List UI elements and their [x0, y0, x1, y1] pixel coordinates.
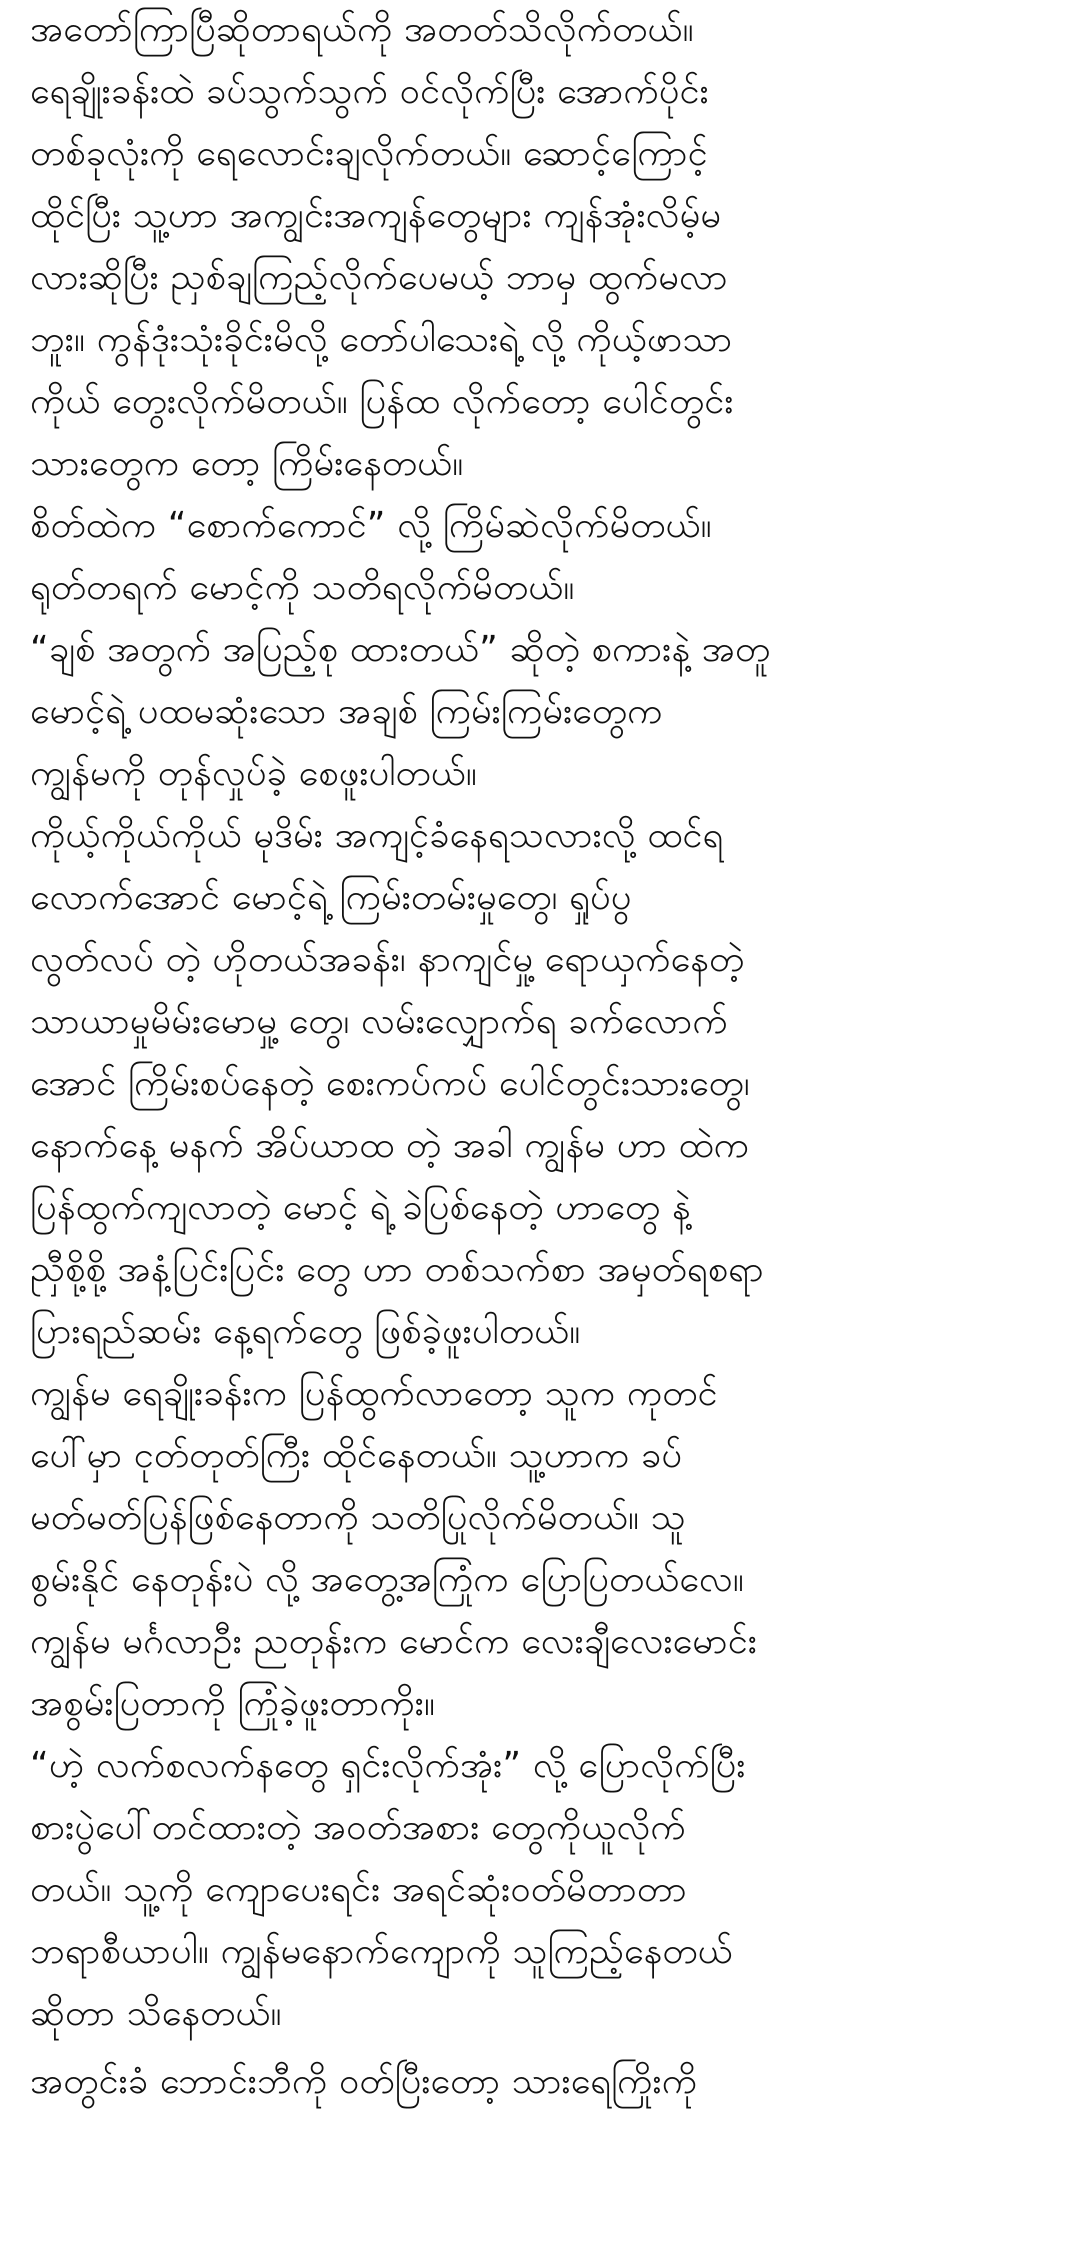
text-line: အစွမ်းပြတာကို ကြုံခဲ့ဖူးတာကိုး။ — [30, 1683, 436, 1724]
text-line: စိတ်ထဲက “စောက်ကောင်” လို့ ကြိမ်ဆဲလိုက်မိတယ်။ — [30, 505, 712, 546]
text-line: သားတွေက တော့ ကြိမ်းနေတယ်။ — [30, 443, 464, 484]
text-line: တယ်။ သူ့ကို ကျောပေးရင်း အရင်ဆုံးဝတ်မိတာတာ — [30, 1869, 687, 1910]
text-line: “ဟဲ့ လက်စလက်နတွေ ရှင်းလိုက်အုံး” လို့ ပြောလိုက်ပြီး — [30, 1745, 746, 1786]
text-line: ဘရာစီယာပါ။ ကျွန်မနောက်ကျောကို သူကြည့်နေတယ် — [30, 1931, 733, 1972]
text-line: ကိုယ် တွေးလိုက်မိတယ်။ ပြန်ထ လိုက်တော့ ပေါင်တွင်း — [30, 381, 734, 422]
text-line: အတွင်းခံ ဘောင်းဘီကို ဝတ်ပြီးတော့ သားရေကြိုးကို — [30, 2061, 698, 2102]
text-line: စားပွဲပေါ်တင်ထားတဲ့ အဝတ်အစား တွေကိုယူလိုက် — [30, 1807, 686, 1848]
text-line: ဘူး။ ကွန်ဒုံးသုံးခိုင်းမိလို့ တော်ပါသေးရဲ့ လို့ ကိုယ့်ဖာသာ — [30, 319, 733, 360]
text-line: ပေါ်မှာ ငုတ်တုတ်ကြီး ထိုင်နေတယ်။ သူ့ဟာက ခပ် — [30, 1435, 683, 1476]
text-line: ကျွန်မ ရေချိုးခန်းက ပြန်ထွက်လာတော့ သူက ကုတင် — [30, 1373, 718, 1414]
text-line: လွတ်လပ် တဲ့ ဟိုတယ်အခန်း၊ နာကျင်မှု့ ရောယှက်နေတဲ့ — [30, 939, 745, 980]
text-line: ကိုယ့်ကိုယ်ကိုယ် မုဒိမ်း အကျင့်ခံနေရသလားလို့ ထင်ရ — [30, 815, 724, 856]
text-line: ထိုင်ပြီး သူ့ဟာ အကျွင်းအကျန်တွေများ ကျန်အုံးလိမ့်မ — [30, 195, 722, 236]
text-line: ကျွန်မ မင်္ဂလာဦး ညတုန်းက မောင်က လေးချီလေးမောင်း — [30, 1621, 758, 1662]
text-line: မောင့်ရဲ့ ပထမဆုံးသော အချစ် ကြမ်းကြမ်းတွေက — [30, 691, 663, 732]
text-line: ကျွန်မကို တုန်လှုပ်ခဲ့ စေဖူးပါတယ်။ — [30, 753, 478, 794]
text-line: နောက်နေ့ မနက် အိပ်ယာထ တဲ့ အခါ ကျွန်မ ဟာ ထဲက — [30, 1125, 749, 1166]
text-line: စွမ်းနိုင် နေတုန်းပဲ လို့ အတွေ့အကြုံက ပြောပြတယ်လေ။ — [30, 1559, 744, 1600]
text-line: ရေချိုးခန်းထဲ ခပ်သွက်သွက် ဝင်လိုက်ပြီး အောက်ပိုင်း — [30, 71, 709, 112]
text-line: သာယာမှုမိမ်းမောမှု့ တွေ၊ လမ်းလျှောက်ရ ခက်လောက် — [30, 1001, 728, 1042]
document-page — [30, 0, 1060, 2257]
text-line: ဆိုတာ သိနေတယ်။ — [30, 1993, 282, 2034]
text-line: လောက်အောင် မောင့်ရဲ့ ကြမ်းတမ်းမှုတွေ၊ ရှုပ်ပွ — [30, 877, 632, 918]
text-line: မတ်မတ်ပြန်ဖြစ်နေတာကို သတိပြုလိုက်မိတယ်။ သူ — [30, 1497, 686, 1538]
text-line: ရုတ်တရက် မောင့်ကို သတိရလိုက်မိတယ်။ — [30, 567, 575, 608]
text-line: “ချစ် အတွက် အပြည့်စု ထားတယ်” ဆိုတဲ့ စကားနဲ့ အတူ — [30, 629, 771, 670]
text-line: လားဆိုပြီး ညှစ်ချကြည့်လိုက်ပေမယ့် ဘာမှ ထွက်မလာ — [30, 257, 728, 298]
text-line: ပြားရည်ဆမ်း နေ့ရက်တွေ ဖြစ်ခဲ့ဖူးပါတယ်။ — [30, 1311, 581, 1352]
text-line: ညှီစို့စို့ အနံ့ပြင်းပြင်း တွေ ဟာ တစ်သက်စာ အမှတ်ရစရာ — [30, 1249, 764, 1290]
text-line: ပြန်ထွက်ကျလာတဲ့ မောင့် ရဲ့ ခဲပြစ်နေတဲ့ ဟာတွေ နဲ့ — [30, 1187, 691, 1228]
text-line: အောင် ကြိမ်းစပ်နေတဲ့ စေးကပ်ကပ် ပေါင်တွင်းသားတွေ၊ — [30, 1063, 750, 1104]
text-line: အတော်ကြာပြီဆိုတာရယ်ကို အတတ်သိလိုက်တယ်။ — [30, 9, 694, 50]
text-line: တစ်ခုလုံးကို ရေလောင်းချလိုက်တယ်။ ဆောင့်ကြောင့် — [30, 133, 708, 174]
